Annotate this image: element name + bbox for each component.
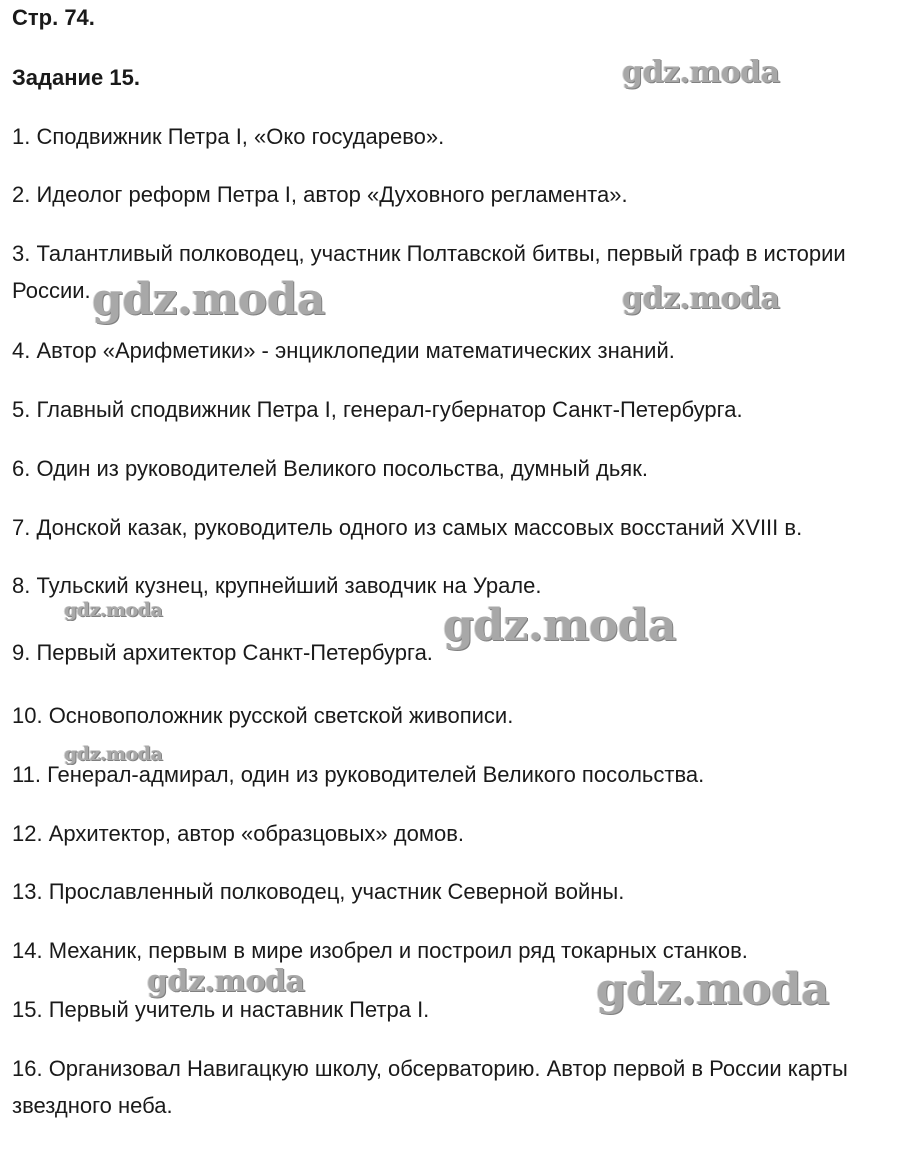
watermark-logo: gdz.moda bbox=[443, 600, 677, 651]
watermark-logo: gdz.moda bbox=[92, 274, 326, 325]
watermark-logo: gdz.moda bbox=[622, 281, 780, 316]
watermark-logo: gdz.moda bbox=[64, 599, 163, 621]
watermark-logo: gdz.moda bbox=[64, 743, 163, 765]
list-item-10: 10. Основоположник русской светской живописи. bbox=[12, 703, 514, 728]
list-item-15: 15. Первый учитель и наставник Петра I. bbox=[12, 997, 430, 1022]
page-number-label: Стр. 74. bbox=[12, 5, 95, 30]
task-title: Задание 15. bbox=[12, 65, 140, 90]
list-item-9: 9. Первый архитектор Санкт-Петербурга. bbox=[12, 640, 433, 665]
list-item-6: 6. Один из руководителей Великого посольства, думный дьяк. bbox=[12, 456, 648, 481]
list-item-16: 16. Организовал Навигацкую школу, обсерваторию. Автор первой в России карты звездного неба. bbox=[12, 1056, 848, 1118]
watermark-logo: gdz.moda bbox=[147, 964, 305, 999]
list-item-2: 2. Идеолог реформ Петра I, автор «Духовного регламента». bbox=[12, 182, 628, 207]
list-item-11: 11. Генерал-адмирал, один из руководителей Великого посольства. bbox=[12, 762, 705, 787]
list-item-13: 13. Прославленный полководец, участник Северной войны. bbox=[12, 879, 625, 904]
list-item-12: 12. Архитектор, автор «образцовых» домов. bbox=[12, 821, 465, 846]
list-item-4: 4. Автор «Арифметики» - энциклопедии математических знаний. bbox=[12, 338, 675, 363]
watermark-logo: gdz.moda bbox=[622, 55, 780, 90]
list-item-5: 5. Главный сподвижник Петра I, генерал-губернатор Санкт-Петербурга. bbox=[12, 397, 743, 422]
list-item-3: 3. Талантливый полководец, участник Полтавской битвы, первый граф в истории России. bbox=[12, 241, 846, 303]
list-item-7: 7. Донской казак, руководитель одного из самых массовых восстаний XVIII в. bbox=[12, 515, 803, 540]
list-item-14: 14. Механик, первым в мире изобрел и построил ряд токарных станков. bbox=[12, 938, 748, 963]
watermark-logo: gdz.moda bbox=[596, 964, 830, 1015]
list-item-8: 8. Тульский кузнец, крупнейший заводчик на Урале. bbox=[12, 573, 542, 598]
list-item-1: 1. Сподвижник Петра I, «Око государево». bbox=[12, 124, 445, 149]
